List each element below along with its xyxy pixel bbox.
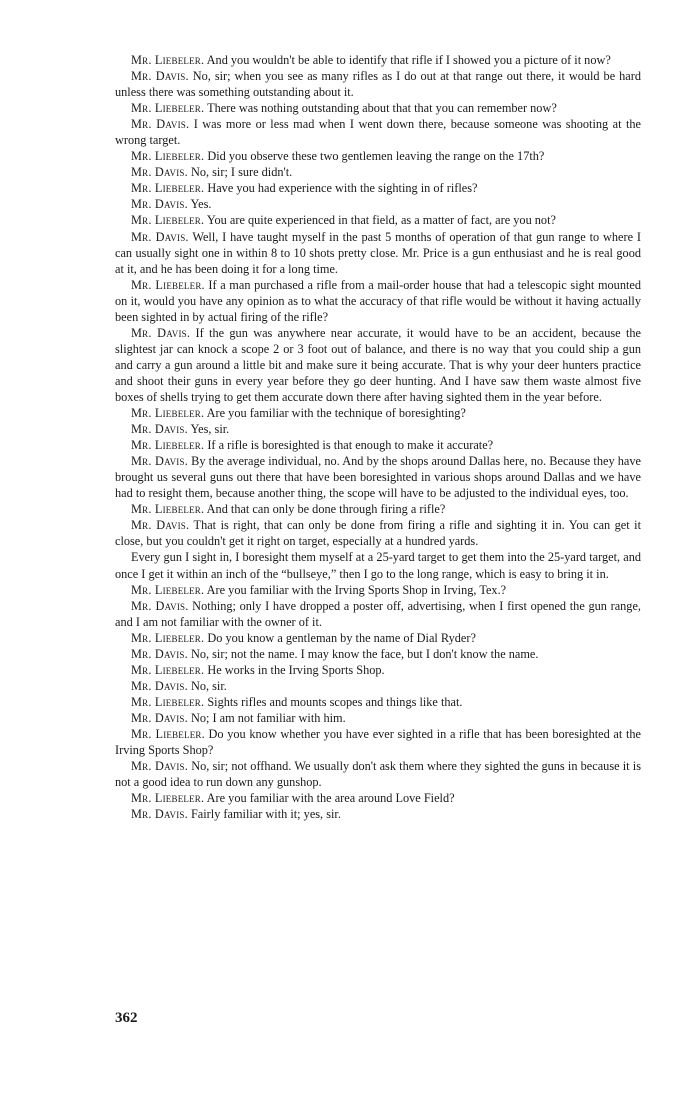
paragraph-text: Are you familiar with the technique of boresighting? — [204, 406, 466, 421]
speaker-name: Mr. Davis. — [131, 454, 188, 469]
testimony-paragraph — [115, 325, 641, 405]
paragraph-text: There was nothing outstanding about that that you can remember now? — [204, 101, 557, 116]
speaker-name: Mr. Liebeler. — [131, 438, 205, 453]
testimony-paragraph — [115, 790, 641, 806]
speaker-name: Mr. Liebeler. — [131, 149, 205, 164]
paragraph-text: No, sir; I sure didn't. — [187, 165, 293, 180]
speaker-name: Mr. Liebeler. — [131, 582, 205, 597]
speaker-name: Mr. Davis. — [131, 646, 188, 661]
testimony-paragraph — [115, 630, 641, 646]
testimony-paragraph — [115, 646, 641, 662]
testimony-paragraph — [115, 212, 641, 228]
speaker-name: Mr. Liebeler. — [131, 101, 205, 116]
speaker-name: Mr. Davis. — [131, 422, 188, 437]
paragraph-text: If the gun was anywhere near accurate, it would have to be an accident, because the slightest jar can knock a scope 2 or 3 foot out of balance, and there is no way that you could ship a gun and carry a gun around a little bit and make sure it being accurate. That is why your deer hunters practice and shoot their guns in every year before they go deer hunting. And I have saw them waste almost five boxes of shells trying to get them accurate down there after having sighted them in the year before. — [115, 325, 641, 404]
testimony-paragraph — [115, 196, 641, 212]
speaker-name: Mr. Davis. — [131, 678, 188, 693]
speaker-name: Mr. Davis. — [131, 710, 188, 725]
testimony-paragraph — [115, 453, 641, 501]
testimony-paragraph — [115, 662, 641, 678]
testimony-paragraph — [115, 164, 641, 180]
testimony-paragraph — [115, 806, 641, 822]
page-number: 362 — [115, 1010, 138, 1026]
paragraph-text: Yes. — [187, 197, 212, 212]
testimony-paragraph — [115, 148, 641, 164]
paragraph-text: Sights rifles and mounts scopes and things like that. — [204, 694, 463, 709]
paragraph-text: Do you know whether you have ever sighted in a rifle that has been boresighted at the Irving Sports Shop? — [115, 726, 641, 758]
speaker-name: Mr. Davis. — [131, 197, 188, 212]
speaker-name: Mr. Davis. — [131, 807, 188, 822]
testimony-paragraph — [115, 678, 641, 694]
paragraph-text: I was more or less mad when I went down there, because someone was shooting at the wrong target. — [115, 117, 641, 148]
testimony-paragraph — [115, 758, 641, 790]
speaker-name: Mr. Liebeler. — [131, 662, 205, 677]
speaker-name: Mr. Liebeler. — [131, 213, 205, 228]
testimony-paragraph — [115, 405, 641, 421]
speaker-name: Mr. Davis. — [131, 325, 191, 340]
paragraph-text: Have you had experience with the sighting in of rifles? — [204, 181, 478, 196]
paragraph-text: By the average individual, no. And by the shops around Dallas here, no. Because they have brought us several guns out there that have been boresighted in various shops around Dallas and we have had to resight them, because another thing, the scope will have to be adjusted to the individual eyes, too. — [115, 454, 641, 501]
speaker-name: Mr. Davis. — [131, 229, 189, 244]
testimony-paragraph — [115, 501, 641, 517]
testimony-paragraph — [115, 52, 641, 68]
testimony-paragraph — [115, 517, 641, 549]
paragraph-text: No, sir; when you see as many rifles as I do out at that range out there, it would be hard unless there was something outstanding about it. — [115, 69, 641, 100]
speaker-name: Mr. Liebeler. — [131, 726, 205, 741]
speaker-name: Mr. Davis. — [131, 759, 188, 774]
paragraph-text: No, sir; not the name. I may know the face, but I don't know the name. — [187, 646, 539, 661]
testimony-paragraph — [115, 549, 641, 581]
testimony-paragraph — [115, 421, 641, 437]
speaker-name: Mr. Liebeler. — [131, 406, 205, 421]
speaker-name: Mr. Davis. — [131, 69, 189, 84]
paragraph-text: You are quite experienced in that field, as a matter of fact, are you not? — [204, 213, 556, 228]
paragraph-text: Do you know a gentleman by the name of Dial Ryder? — [204, 630, 476, 645]
speaker-name: Mr. Davis. — [131, 117, 190, 132]
paragraph-text: Every gun I sight in, I boresight them myself at a 25-yard target to get them into the 25-yard target, and once I get it within an inch of the “bullseye,” then I go to the long range, which is easy to bring it in. — [115, 550, 641, 581]
paragraph-text: Did you observe these two gentlemen leaving the range on the 17th? — [204, 149, 545, 164]
testimony-paragraph — [115, 277, 641, 325]
speaker-name: Mr. Liebeler. — [131, 502, 205, 517]
speaker-name: Mr. Davis. — [131, 598, 189, 613]
paragraph-text: Fairly familiar with it; yes, sir. — [187, 807, 341, 822]
paragraph-text: If a rifle is boresighted is that enough to make it accurate? — [204, 438, 494, 453]
testimony-paragraph — [115, 116, 641, 148]
paragraph-text: And that can only be done through firing a rifle? — [204, 502, 446, 517]
testimony-paragraph — [115, 437, 641, 453]
paragraph-text: Yes, sir. — [187, 422, 230, 437]
speaker-name: Mr. Liebeler. — [131, 694, 205, 709]
testimony-paragraph — [115, 598, 641, 630]
testimony-paragraph — [115, 180, 641, 196]
testimony-text — [115, 52, 641, 822]
speaker-name: Mr. Liebeler. — [131, 791, 205, 806]
testimony-paragraph — [115, 582, 641, 598]
paragraph-text: Are you familiar with the area around Love Field? — [204, 791, 455, 806]
speaker-name: Mr. Davis. — [131, 165, 188, 180]
paragraph-text: He works in the Irving Sports Shop. — [204, 662, 385, 677]
testimony-paragraph — [115, 100, 641, 116]
speaker-name: Mr. Liebeler. — [131, 277, 205, 292]
testimony-paragraph — [115, 710, 641, 726]
speaker-name: Mr. Davis. — [131, 518, 190, 533]
testimony-paragraph — [115, 694, 641, 710]
paragraph-text: No, sir; not offhand. We usually don't ask them where they sighted the guns in because it is not a good idea to run down any gunshop. — [115, 759, 641, 790]
testimony-paragraph — [115, 68, 641, 100]
paragraph-text: And you wouldn't be able to identify that rifle if I showed you a picture of it now? — [204, 53, 611, 67]
paragraph-text: Well, I have taught myself in the past 5 months of operation of that gun range to where I can usually sight one in within 8 to 10 shots pretty close. Mr. Price is a gun enthusiast and he is real good at it, and he has been doing it for a long time. — [115, 229, 641, 276]
paragraph-text: Are you familiar with the Irving Sports Shop in Irving, Tex.? — [204, 582, 507, 597]
speaker-name: Mr. Liebeler. — [131, 53, 205, 67]
speaker-name: Mr. Liebeler. — [131, 181, 205, 196]
paragraph-text: Nothing; only I have dropped a poster off, advertising, when I first opened the gun range, and I am not familiar with the owner of it. — [115, 598, 641, 629]
speaker-name: Mr. Liebeler. — [131, 630, 205, 645]
paragraph-text: That is right, that can only be done from firing a rifle and sighting it in. You can get it close, but you couldn't get it right on target, especially at a hundred yards. — [115, 518, 641, 549]
paragraph-text: No, sir. — [187, 678, 227, 693]
testimony-paragraph — [115, 726, 641, 758]
testimony-paragraph — [115, 229, 641, 277]
paragraph-text: If a man purchased a rifle from a mail-order house that had a telescopic sight mounted on it, would you have any opinion as to what the accuracy of that rifle would be without it having actually been sighted in by actual firing of the rifle? — [115, 277, 641, 324]
paragraph-text: No; I am not familiar with him. — [187, 710, 346, 725]
